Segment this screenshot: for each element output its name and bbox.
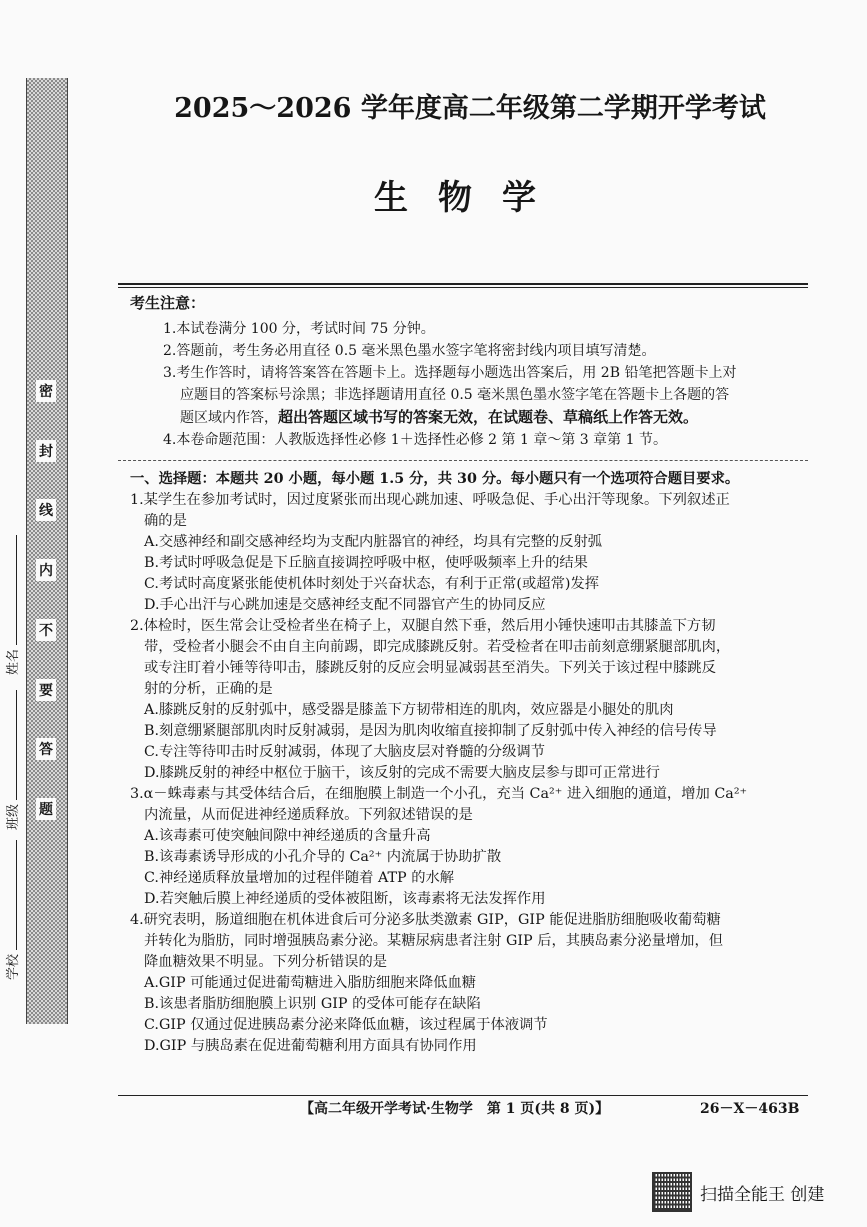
question-stem: 并转化为脂肪，同时增强胰岛素分泌。某糖尿病患者注射 GIP 后，其胰岛素分泌量增加，但 [144, 933, 724, 949]
seal-char: 答 [36, 738, 56, 760]
seal-char: 内 [36, 559, 56, 581]
notice-list [163, 318, 813, 451]
seal-char: 要 [36, 679, 56, 701]
section-title: 一、选择题：本题共 20 小题，每小题 1.5 分，共 30 分。每小题只有一个选项符合题目要求。 [130, 471, 740, 487]
question-stem: 确的是 [144, 513, 187, 529]
question-option: A.该毒素可使突触间隙中神经递质的含量升高 [144, 828, 431, 844]
question-option: C.GIP 仅通过促进胰岛素分泌来降低血糖，该过程属于体液调节 [144, 1017, 548, 1033]
scanner-watermark [652, 1172, 824, 1212]
question-stem: 4.研究表明，肠道细胞在机体进食后可分泌多肽类激素 GIP，GIP 能促进脂肪细胞吸收葡萄糖 [130, 912, 721, 928]
seal-line-text [26, 380, 66, 820]
footer-rule [118, 1095, 808, 1096]
question-option: D.GIP 与胰岛素在促进葡萄糖利用方面具有协同作用 [144, 1038, 477, 1054]
question-stem: 内流量，从而促进神经递质释放。下列叙述错误的是 [144, 807, 473, 823]
question-option: A.交感神经和副交感神经均为支配内脏器官的神经，均具有完整的反射弧 [144, 534, 603, 550]
question-stem: 降血糖效果不明显。下列分析错误的是 [144, 954, 388, 970]
seal-char: 密 [36, 380, 56, 402]
header-rule-thin [118, 287, 808, 288]
question-stem: 2.体检时，医生常会让受检者坐在椅子上，双腿自然下垂，然后用小锤快速叩击其膝盖下方韧 [130, 618, 716, 634]
class-field: 班级 [2, 690, 21, 830]
question-option: A.GIP 可能通过促进葡萄糖进入脂肪细胞来降低血糖 [144, 975, 477, 991]
question-option: C.神经递质释放量增加的过程伴随着 ATP 的水解 [144, 870, 455, 886]
question-2 [130, 616, 814, 784]
seal-char: 题 [36, 798, 56, 820]
notice-item: 4.本卷命题范围：人教版选择性必修 1＋选择性必修 2 第 1 章～第 3 章第 1 节。 [163, 432, 667, 448]
header-rule [118, 283, 808, 285]
section-divider [118, 460, 808, 461]
subject-title: 生物学 [374, 178, 566, 218]
question-option: B.该患者脂肪细胞膜上识别 GIP 的受体可能存在缺陷 [144, 996, 481, 1012]
notice-title: 考生注意： [130, 294, 206, 312]
question-option: D.手心出汗与心跳加速是交感神经支配不同器官产生的协同反应 [144, 597, 546, 613]
question-4 [130, 910, 814, 1057]
notice-item: 应题目的答案标号涂黑；非选择题请用直径 0.5 毫米黑色墨水签字笔在答题卡上各题的答 [180, 387, 730, 403]
question-option: D.若突触后膜上神经递质的受体被阻断，该毒素将无法发挥作用 [144, 891, 546, 907]
question-option: B.该毒素诱导形成的小孔介导的 Ca²⁺ 内流属于协助扩散 [144, 849, 502, 865]
qr-code-icon [652, 1172, 692, 1212]
question-stem: 3.α－蛛毒素与其受体结合后，在细胞膜上制造一个小孔，充当 Ca²⁺ 进入细胞的通道，增加 Ca²⁺ [130, 786, 748, 802]
watermark-text: 扫描全能王 创建 [700, 1184, 825, 1205]
notice-item: 题区域内作答，超出答题区域书写的答案无效，在试题卷、草稿纸上作答无效。 [180, 408, 699, 426]
name-field: 姓名 [2, 535, 21, 675]
seal-char: 线 [36, 499, 56, 521]
question-option: C.考试时高度紧张能使机体时刻处于兴奋状态，有利于正常(或超常)发挥 [144, 576, 600, 592]
exam-title: 2025～2026 学年度高二年级第二学期开学考试 [174, 93, 766, 124]
question-3 [130, 784, 814, 910]
seal-char: 不 [36, 619, 56, 641]
question-option: B.考试时呼吸急促是下丘脑直接调控呼吸中枢，使呼吸频率上升的结果 [144, 555, 588, 571]
notice-item: 2.答题前，考生务必用直径 0.5 毫米黑色墨水签字笔将密封线内项目填写清楚。 [163, 343, 656, 359]
question-option: C.专注等待叩击时反射减弱，体现了大脑皮层对脊髓的分级调节 [144, 744, 545, 760]
question-stem: 或专注盯着小锤等待叩击，膝跳反射的反应会明显减弱甚至消失。下列关于该过程中膝跳反 [144, 660, 716, 676]
student-info-fields [0, 540, 24, 990]
notice-item: 3.考生作答时，请将答案答在答题卡上。选择题每小题选出答案后，用 2B 铅笔把答题卡上对 [163, 365, 737, 381]
question-option: A.膝跳反射的反射弧中，感受器是膝盖下方韧带相连的肌肉，效应器是小腿处的肌肉 [144, 702, 674, 718]
school-field: 学校 [2, 840, 21, 980]
question-stem: 带，受检者小腿会不由自主向前踢，即完成膝跳反射。若受检者在叩击前刻意绷紧腿部肌肉， [144, 639, 731, 655]
footer-page-info: 【高二年级开学考试·生物学 第 1 页(共 8 页)】 [300, 1101, 610, 1117]
question-stem: 射的分析，正确的是 [144, 681, 273, 697]
question-option: D.膝跳反射的神经中枢位于脑干，该反射的完成不需要大脑皮层参与即可正常进行 [144, 765, 660, 781]
question-option: B.刻意绷紧腿部肌肉时反射减弱，是因为肌肉收缩直接抑制了反射弧中传入神经的信号传导 [144, 723, 717, 739]
question-1 [130, 490, 814, 616]
notice-bold: 超出答题区域书写的答案无效，在试题卷、草稿纸上作答无效。 [278, 408, 699, 426]
footer-code: 26－X－463B [700, 1101, 800, 1117]
notice-item: 1.本试卷满分 100 分，考试时间 75 分钟。 [163, 321, 435, 337]
question-stem: 1.某学生在参加考试时，因过度紧张而出现心跳加速、呼吸急促、手心出汗等现象。下列叙述正 [130, 492, 730, 508]
question-list [130, 469, 814, 1057]
seal-char: 封 [36, 440, 56, 462]
